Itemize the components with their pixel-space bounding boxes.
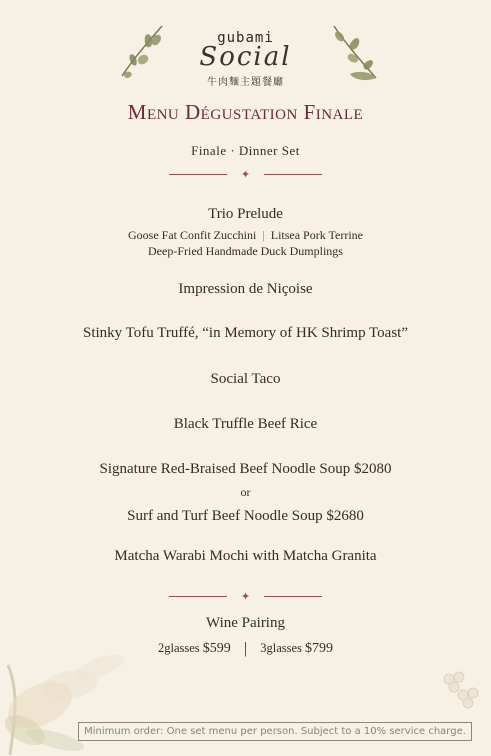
course-stinky-tofu: Stinky Tofu Truffé, “in Memory of HK Shrimp Toast”: [83, 325, 408, 341]
restaurant-logo: [0, 22, 491, 92]
menu-subtitle: Finale · Dinner Set: [191, 143, 300, 158]
separator: |: [262, 228, 265, 242]
star-ornament-icon: ✦: [240, 590, 251, 603]
course-noodle-signature: Signature Red-Braised Beef Noodle Soup $2080: [99, 461, 392, 477]
divider-top: [0, 168, 491, 180]
logo-script-text: Social: [199, 42, 292, 72]
star-ornament-icon: ✦: [240, 168, 251, 181]
course-dessert: Matcha Warabi Mochi with Matcha Granita: [114, 548, 377, 564]
logo-chinese-text: 牛肉麵主題餐廳: [207, 77, 284, 88]
separator: |: [243, 640, 248, 657]
course-noodle-surf-turf: Surf and Turf Beef Noodle Soup $2680: [127, 508, 364, 524]
wine-option-2-price: $599: [202, 641, 231, 656]
wine-option-3-label: 3glasses: [260, 641, 302, 655]
wine-pairing-title: Wine Pairing: [206, 615, 285, 631]
course-noodle-or: or: [240, 485, 251, 499]
wine-option-3-price: $799: [305, 641, 334, 656]
trio-item-zucchini: Goose Fat Confit Zucchini: [128, 228, 257, 242]
menu-title: Menu Dégustation Finale: [127, 100, 364, 124]
course-social-taco: Social Taco: [210, 371, 281, 387]
course-trio-prelude: Trio Prelude: [208, 206, 283, 222]
logo-brand-text: gubami: [217, 30, 274, 46]
blossom-icon: [433, 665, 481, 715]
trio-item-dumplings: Deep-Fried Handmade Duck Dumplings: [148, 244, 343, 258]
course-truffle-rice: Black Truffle Beef Rice: [173, 416, 318, 432]
course-nicoise: Impression de Niçoise: [178, 281, 313, 297]
trio-item-terrine: Litsea Pork Terrine: [270, 228, 363, 242]
wine-option-2-label: 2glasses: [157, 641, 200, 655]
course-trio-line1: [0, 228, 491, 243]
footer-note: Minimum order: One set menu per person. Subject to a 10% service charge.: [78, 722, 472, 741]
divider-bottom: [0, 590, 491, 602]
